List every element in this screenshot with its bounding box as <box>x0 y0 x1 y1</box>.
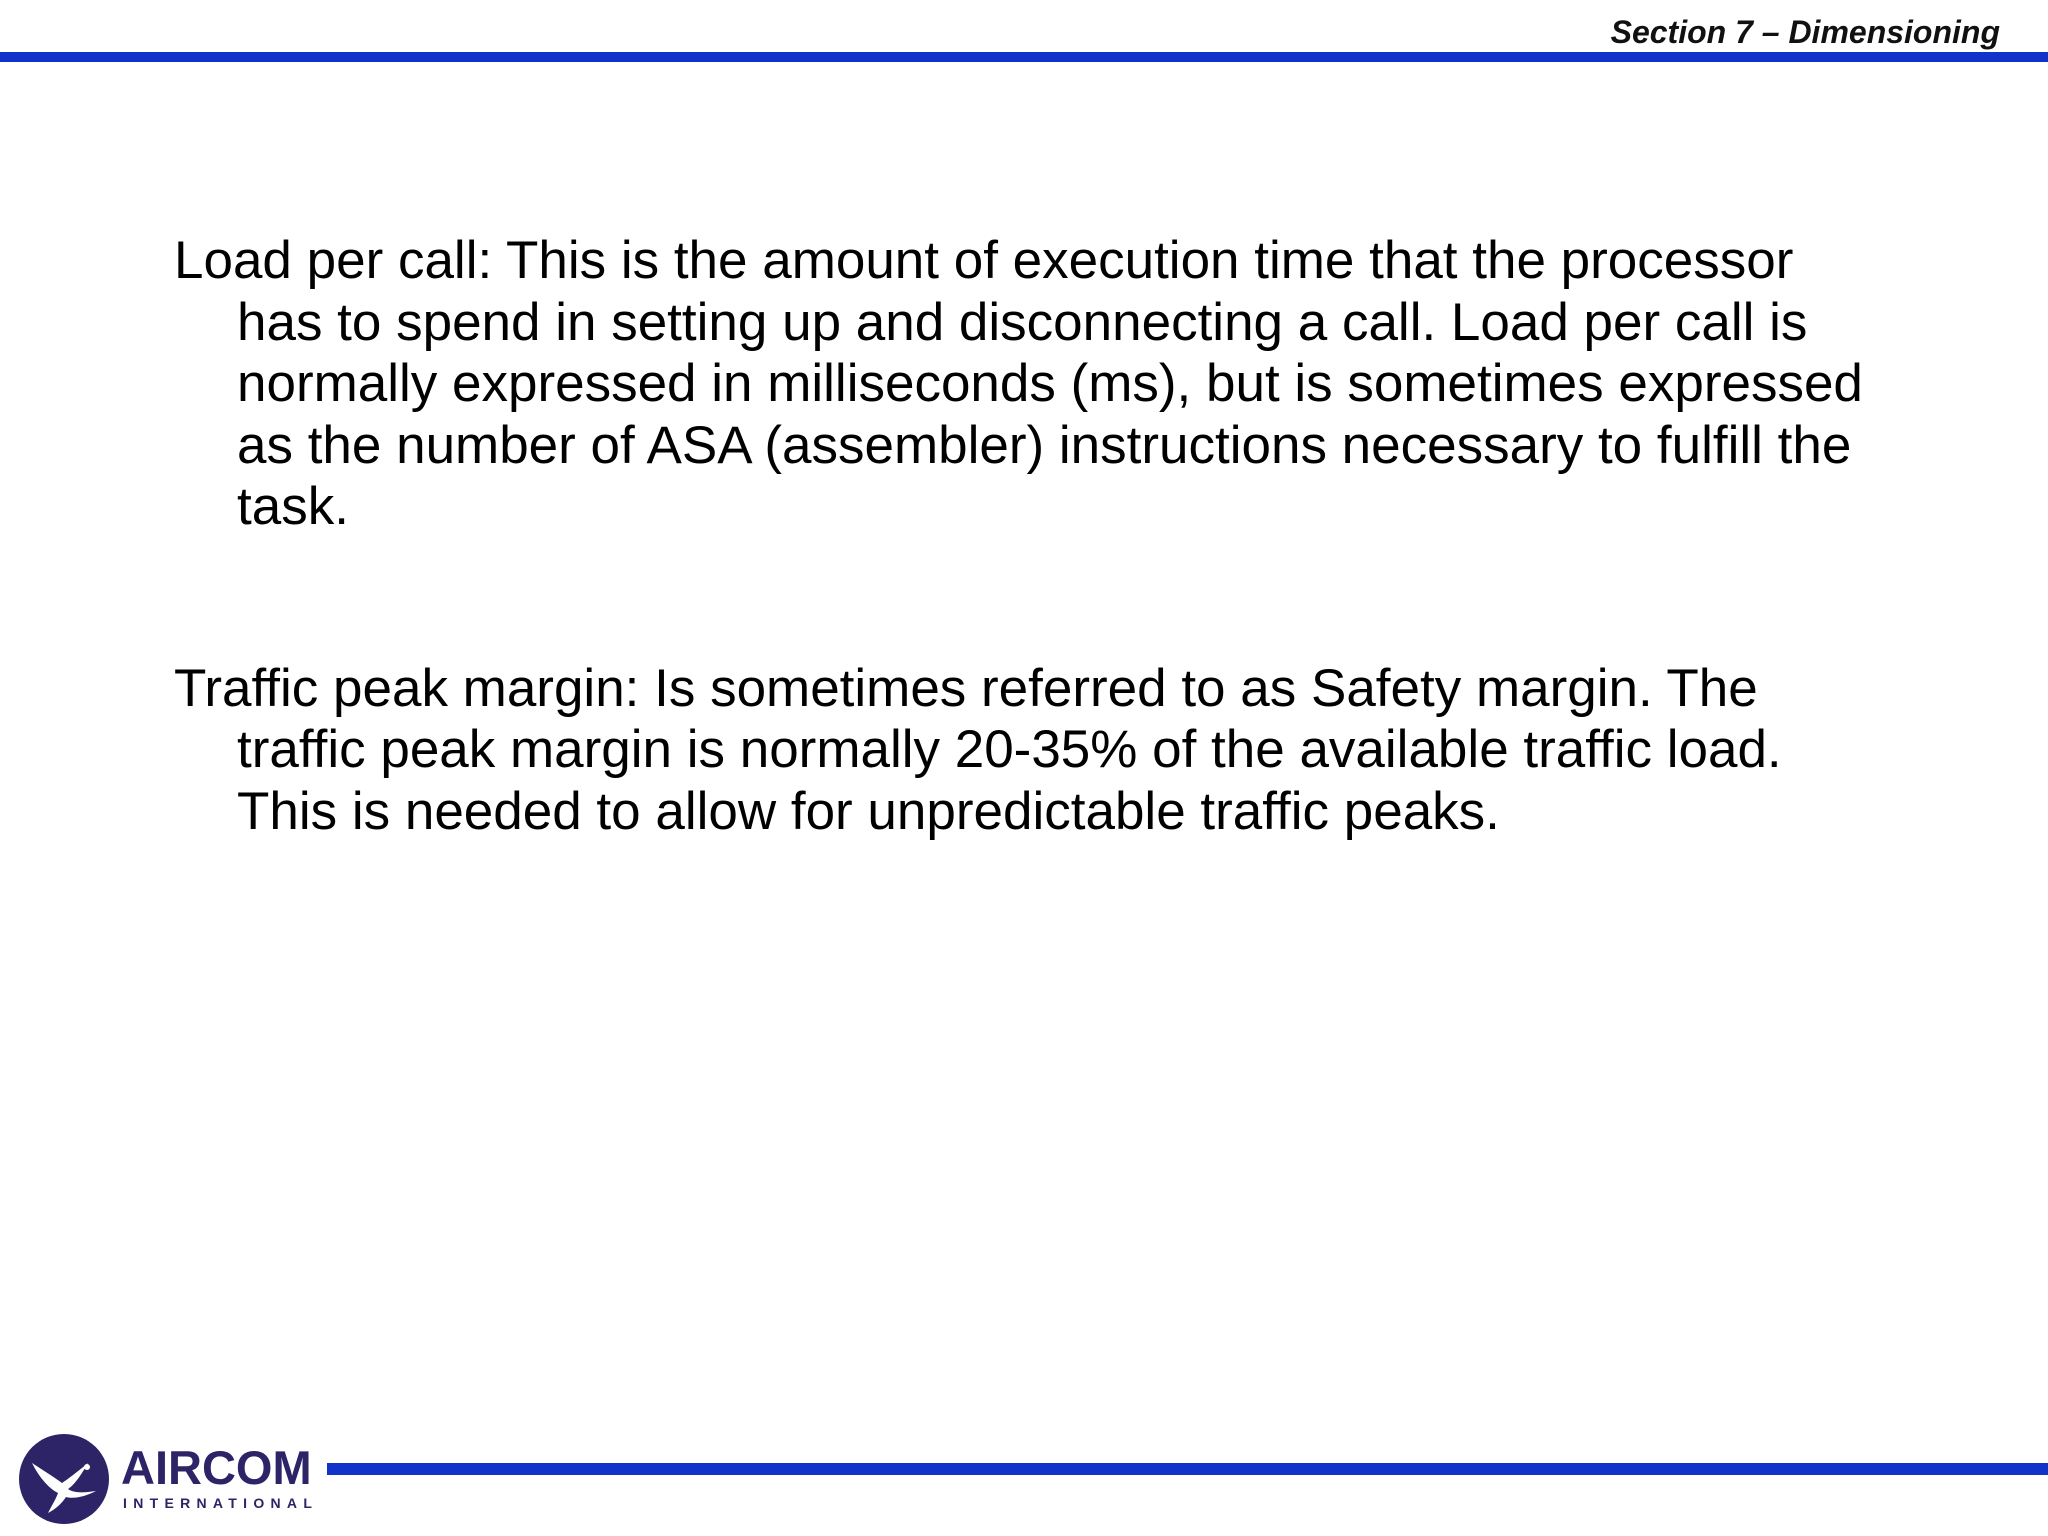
paragraph-traffic-peak-margin: Traffic peak margin: Is sometimes referred to as Safety margin. The traffic peak margin is normally 20-35% of the available traffic load. This is needed to allow for unpredictable traffic peaks. <box>174 658 1782 841</box>
logo-name: AIRCOM <box>121 1441 312 1494</box>
footer-divider <box>327 1463 2048 1475</box>
paragraph-load-per-call: Load per call: This is the amount of execution time that the processor has to spend in setting up and disconnecting a call. Load per call is normally expressed in milliseconds (ms), but is sometimes expressed as the number of ASA (assembler) instructions necessary to fulfill the task. <box>174 231 1863 536</box>
section-title: Section 7 – Dimensioning <box>1610 14 2000 50</box>
slide-body <box>174 230 1874 842</box>
aircom-logo <box>18 1430 318 1526</box>
header-divider <box>0 52 2048 62</box>
bird-icon <box>18 1433 110 1525</box>
logo-tagline: INTERNATIONAL <box>123 1495 319 1511</box>
